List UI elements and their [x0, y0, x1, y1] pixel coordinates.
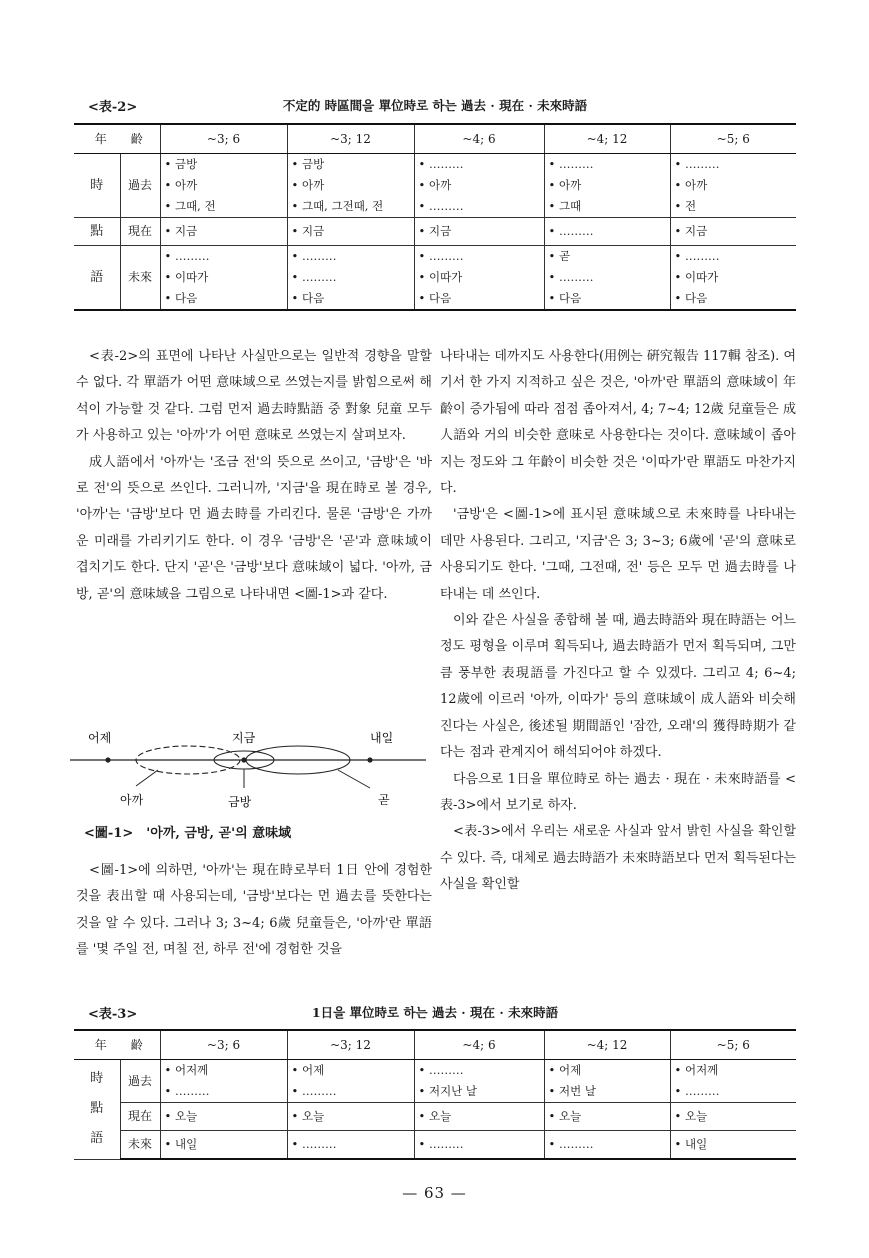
table3-age: ~3; 12 — [287, 1030, 414, 1060]
table2-row-label: 現在 — [120, 218, 160, 246]
paragraph: 成人語에서 '아까'는 '조금 전'의 뜻으로 쓰이고, '금방'은 '바로 전'의 뜻으로 쓰인다. 그러니까, '지금'을 現在時로 볼 경우, '아까'는 '금방'보다 먼 過去時를 가리킨다. 물론 '금방'은 가까운 미래를 가리키기도 한다. 이 경우 '금방'은 '곧'과 意味域이 겹치기도 한다. 단지 '곧'은 '금방'보다 意味域이 넓다. '아까, 금방, 곧'의 意味域을 그림으로 나타내면 <圖-1>과 같다. — [76, 454, 432, 602]
table3-age-label: 年 齡 — [74, 1030, 160, 1060]
table-row — [74, 154, 796, 218]
table-cell: • 내일 — [670, 1131, 796, 1160]
right-column — [440, 344, 796, 899]
table3-age: ~4; 12 — [544, 1030, 670, 1060]
table-cell: • ……… — [414, 1131, 544, 1160]
table3-row-label: 現在 — [120, 1103, 160, 1131]
figure1-label: 내일 — [370, 731, 394, 745]
table2-age-label: 年 齡 — [74, 124, 160, 154]
table-cell: • 어저께 • ……… — [160, 1060, 287, 1103]
table2-caption — [74, 96, 796, 116]
table-row — [74, 1060, 796, 1103]
figure1-label: 곧 — [378, 793, 390, 807]
table-cell: • 어제 • 저번 날 — [544, 1060, 670, 1103]
paragraph: <圖-1>에 의하면, '아까'는 現在時로부터 1日 안에 경험한 것을 表出할 때 사용되는데, '금방'보다는 먼 過去를 뜻한다는 것을 알 수 있다. 그러나 3; 3~4; 6歲 兒童들은, '아까'란 單語를 '몇 주일 전, 며칠 전, 하루 전'에 경험한 것을 — [76, 863, 432, 958]
table-cell: • ……… • 아까 • ……… — [414, 154, 544, 218]
paragraph: 다음으로 1日을 單位時로 하는 過去 · 現在 · 未來時語를 <表-3>에서 보기로 하자. — [440, 771, 796, 813]
paragraph: <表-2>의 표면에 나타난 사실만으로는 일반적 경향을 말할 수 없다. 각 單語가 어떤 意味域으로 쓰였는지를 밝힘으로써 해석이 가능할 것 같다. 그럼 먼저 過去時點語 중 對象 兒童 모두가 사용하고 있는 '아까'가 어떤 意味로 쓰였는지 살펴보자. — [76, 349, 432, 444]
table2-age: ~5; 6 — [670, 124, 796, 154]
table3-row-label: 過去 — [120, 1060, 160, 1103]
table2-row-label: 過去 — [120, 154, 160, 218]
table-cell: • ……… • 아까 • 그때 — [544, 154, 670, 218]
table2-age: ~4; 12 — [544, 124, 670, 154]
table3-title: 1日을 單位時로 하는 過去 · 現在 · 未來時語 — [311, 1005, 559, 1020]
table3-header-row — [74, 1030, 796, 1060]
table-row — [74, 218, 796, 246]
table-cell: • 오늘 — [670, 1103, 796, 1131]
table-cell: • 오늘 — [287, 1103, 414, 1131]
table2-row-label: 未來 — [120, 246, 160, 311]
table-cell: • ……… — [544, 1131, 670, 1160]
figure1-label: 금방 — [228, 795, 252, 809]
table-row — [74, 1131, 796, 1160]
table-row — [74, 246, 796, 311]
table-cell: • ……… • 저지난 날 — [414, 1060, 544, 1103]
table2-title: 不定的 時區間을 單位時로 하는 過去 · 現在 · 未來時語 — [282, 98, 588, 113]
figure1-caption: <圖-1> '아까, 금방, 곧'의 意味域 — [84, 826, 292, 841]
table-cell: • 금방 • 아까 • 그때, 전 — [160, 154, 287, 218]
table-cell: • 지금 — [414, 218, 544, 246]
table3-age: ~4; 6 — [414, 1030, 544, 1060]
table-cell: • ……… — [287, 1131, 414, 1160]
left-column-lower — [76, 858, 432, 964]
table-cell: • ……… • 이따가 • 다음 — [670, 246, 796, 311]
table-cell: • 곧 • ……… • 다음 — [544, 246, 670, 311]
table-cell: • ……… — [544, 218, 670, 246]
table-cell: • 어저께 • ……… — [670, 1060, 796, 1103]
table2-age: ~3; 12 — [287, 124, 414, 154]
table3-age: ~5; 6 — [670, 1030, 796, 1060]
paragraph: 나타내는 데까지도 사용한다(用例는 硏究報告 117輯 참조). 여기서 한 가지 지적하고 싶은 것은, '아까'란 單語의 意味域이 年齡이 증가됨에 따라 점점 좁아져서, 4; 7~4; 12歲 兒童들은 成人語와 거의 비슷한 意味로 사용한다는 것이다. 意味域이 좁아지는 정도와 그 年齡이 비슷한 것은 '이따가'란 單語도 마찬가지다. — [440, 349, 796, 497]
table-cell: • 오늘 — [414, 1103, 544, 1131]
table2-label: <表-2> — [88, 100, 138, 115]
paragraph: '금방'은 <圖-1>에 표시된 意味域으로 未來時를 나타내는 데만 사용된다. 그리고, '지금'은 3; 3~3; 6歲에 '곧'의 意味로 사용되기도 한다. '그때, 그전때, 전' 등은 모두 먼 過去時를 나타내는 데 쓰인다. — [440, 507, 796, 602]
table-cell: • 지금 — [287, 218, 414, 246]
page-number: — 63 — — [402, 1184, 467, 1202]
table3-label: <表-3> — [88, 1007, 138, 1022]
table-cell: • ……… • 아까 • 전 — [670, 154, 796, 218]
table3 — [74, 1029, 796, 1160]
figure1-label: 아까 — [120, 793, 144, 807]
table2-side-label: 語 — [74, 246, 120, 311]
left-column — [76, 344, 432, 608]
table-cell: • ……… • ……… • 다음 — [287, 246, 414, 311]
table-cell: • 금방 • 아까 • 그때, 그전때, 전 — [287, 154, 414, 218]
table2 — [74, 123, 796, 311]
table-cell: • ……… • 이따가 • 다음 — [160, 246, 287, 311]
table-cell: • 어제 • ……… — [287, 1060, 414, 1103]
table3-caption — [74, 1003, 796, 1023]
table2-side-label: 點 — [74, 218, 120, 246]
figure1-diagram — [70, 726, 430, 818]
table2-header-row — [74, 124, 796, 154]
table-cell: • 오늘 — [160, 1103, 287, 1131]
table2-age: ~3; 6 — [160, 124, 287, 154]
table3-age: ~3; 6 — [160, 1030, 287, 1060]
figure1-label: 지금 — [232, 731, 256, 745]
table-row — [74, 1103, 796, 1131]
table-cell: • 지금 — [670, 218, 796, 246]
paragraph: <表-3>에서 우리는 새로운 사실과 앞서 밝힌 사실을 확인할 수 있다. 즉, 대체로 過去時語가 未來時語보다 먼저 획득된다는 사실을 확인할 — [440, 824, 796, 893]
table3-side-label: 時 點 語 — [74, 1060, 120, 1160]
table-cell: • ……… • 이따가 • 다음 — [414, 246, 544, 311]
table-cell: • 지금 — [160, 218, 287, 246]
figure1-label: 어제 — [88, 731, 112, 745]
table-cell: • 내일 — [160, 1131, 287, 1160]
table3-row-label: 未來 — [120, 1131, 160, 1160]
table-cell: • 오늘 — [544, 1103, 670, 1131]
table2-age: ~4; 6 — [414, 124, 544, 154]
table2-side-label: 時 — [74, 154, 120, 218]
paragraph: 이와 같은 사실을 종합해 볼 때, 過去時語와 現在時語는 어느 정도 평형을 이루며 획득되나, 過去時語가 먼저 획득되며, 그만큼 풍부한 表現語를 가진다고 할 수 있겠다. 그리고 4; 6~4; 12歲에 이르러 '아까, 이따가' 등의 意味域이 成人語와 비슷해진다는 사실은, 後述될 期間語인 '잠깐, 오래'의 獲得時期가 같다는 점과 관계지어 해석되어야 하겠다. — [440, 613, 796, 761]
